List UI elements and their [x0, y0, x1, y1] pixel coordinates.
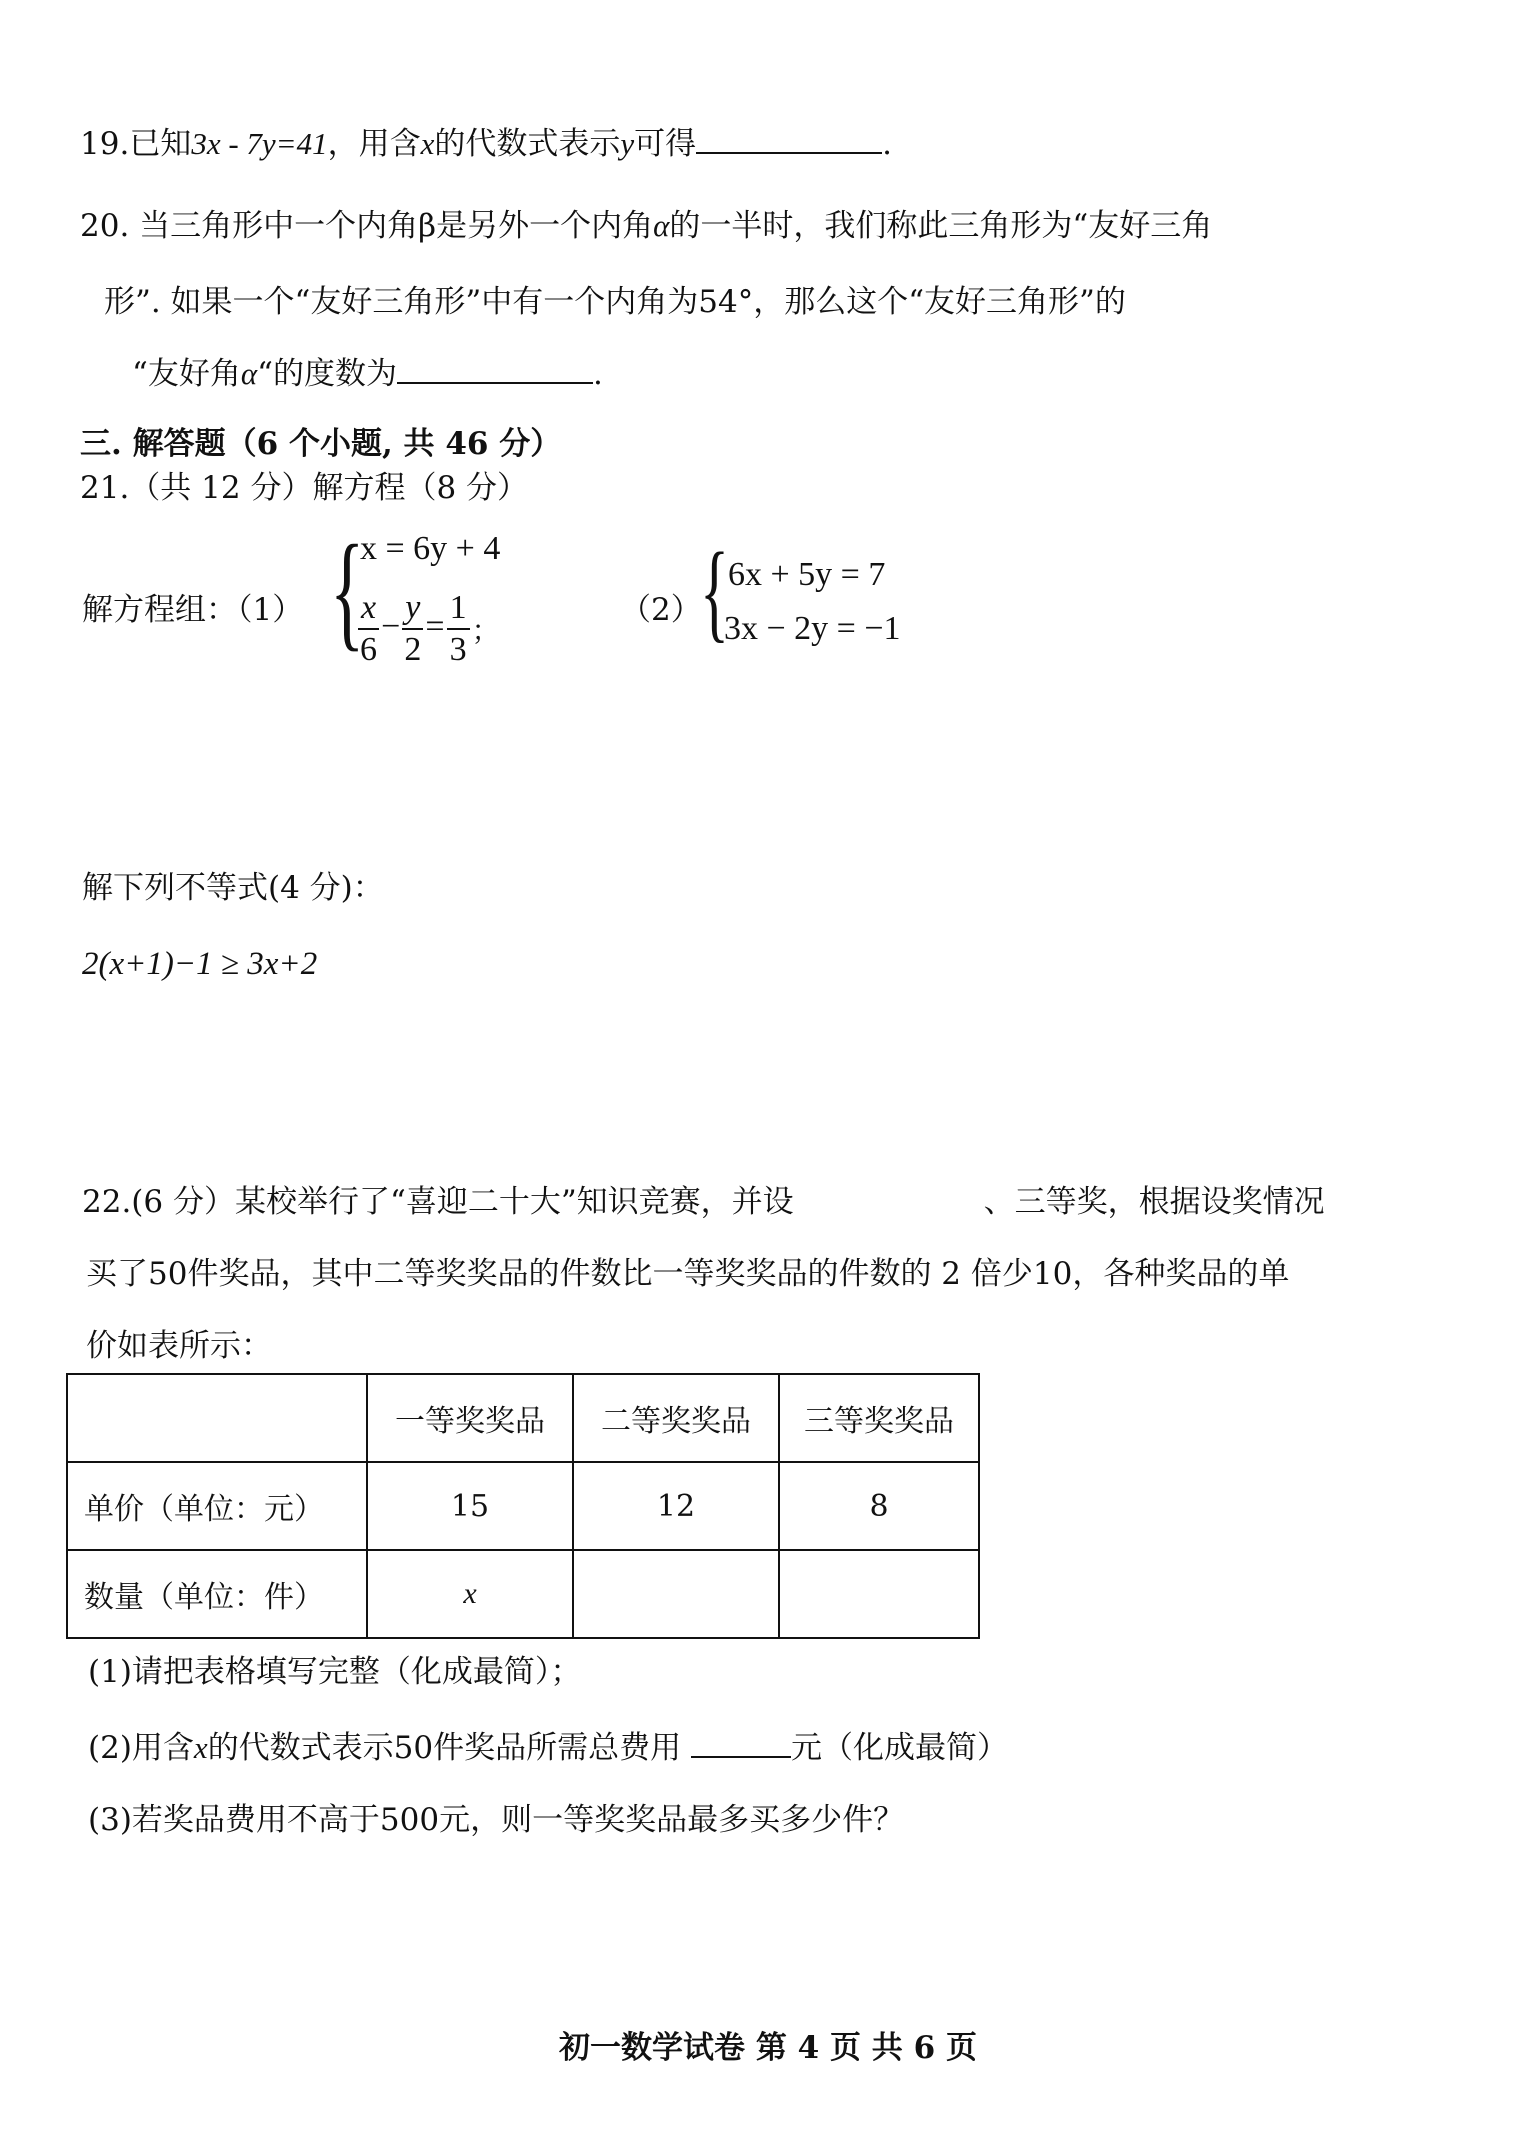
q22-sub1: (1)请把表格填写完整（化成最简）；	[88, 1654, 582, 1690]
q20-line2: 形”. 如果一个“友好三角形”中有一个内角为54°，那么这个“友好三角形”的	[104, 284, 1126, 320]
q20-line3-post: “的度数为	[257, 356, 397, 392]
q21-part2: （2）	[620, 592, 702, 628]
q20-line3-alpha: α	[240, 356, 258, 391]
answer-blank[interactable]	[691, 1726, 791, 1758]
q19-var-x: x	[420, 126, 435, 161]
table-row	[67, 1550, 979, 1638]
answer-blank[interactable]	[397, 352, 593, 384]
q22-sub2	[88, 1726, 1008, 1768]
fraction	[402, 588, 423, 670]
q20-line1: 当三角形中一个内角β是另外一个内角	[139, 208, 654, 244]
separator: ；	[471, 614, 500, 647]
question-22-line2: 买了50件奖品，其中二等奖奖品的件数比一等奖奖品的件数的 2 倍少10，各种奖品的单	[86, 1256, 1290, 1292]
fraction-numerator: y	[402, 588, 423, 630]
sys1-eq1: x = 6y + 4	[360, 530, 501, 567]
q19-text-post: 可得	[634, 126, 697, 162]
table-cell: 15	[367, 1462, 573, 1550]
table-header-cell: 三等奖奖品	[779, 1374, 979, 1462]
fraction-numerator: 1	[447, 588, 470, 630]
question-20-line1	[80, 206, 1212, 246]
inequality: 2(x+1)−1 ≥ 3x+2	[82, 946, 318, 982]
sys2-eq1: 6x + 5y = 7	[728, 556, 886, 593]
question-20-line3	[132, 352, 603, 394]
table-cell: 12	[573, 1462, 779, 1550]
question-22-line3: 价如表所示：	[86, 1328, 272, 1364]
q21-label	[82, 590, 303, 630]
page-footer: 初一数学试卷 第 4 页 共 6 页	[559, 2030, 977, 2066]
q19-var-y: y	[620, 126, 635, 161]
q20-line1-end: 的一半时，我们称此三角形为“友好三角	[669, 208, 1213, 244]
q20-alpha: α	[653, 208, 670, 243]
prize-table	[66, 1373, 980, 1639]
left-brace: {	[330, 519, 365, 663]
section-title: 三. 解答题（6 个小题, 共 46 分）	[80, 426, 562, 462]
fraction-denominator: 6	[360, 631, 378, 668]
question-19	[80, 122, 892, 164]
equals-sign: =	[425, 607, 445, 645]
table-cell-blank[interactable]	[779, 1550, 979, 1638]
q22-sub2-var: x	[193, 1730, 208, 1765]
left-brace: {	[700, 530, 730, 652]
table-row-header: 数量（单位：件）	[67, 1550, 367, 1638]
table-header-cell: 二等奖奖品	[573, 1374, 779, 1462]
q21-part1: （1）	[237, 592, 304, 628]
q19-equation: 3x - 7y=41	[191, 126, 328, 161]
answer-blank[interactable]	[696, 122, 882, 154]
question-21-header: 21.（共 12 分）解方程（8 分）	[80, 470, 529, 506]
q19-text-pre: 已知	[129, 126, 192, 162]
fraction-numerator: x	[358, 588, 379, 630]
q22-sub2-pre: (2)用含	[88, 1730, 194, 1766]
question-number: 20.	[80, 208, 130, 244]
table-cell-blank[interactable]	[573, 1550, 779, 1638]
question-22-line1	[82, 1182, 1325, 1222]
q22-sub3: (3)若奖品费用不高于500元，则一等奖奖品最多买多少件？	[88, 1802, 905, 1838]
minus-sign: −	[381, 607, 401, 645]
table-header-row	[67, 1374, 979, 1462]
q19-end: .	[882, 126, 892, 162]
q22-line1-pre: 22.(6 分）某校举行了“喜迎二十大”知识竞赛，并设	[82, 1184, 794, 1220]
question-number: 19.	[80, 126, 130, 162]
table-header-cell: 一等奖奖品	[367, 1374, 573, 1462]
question-20-line2	[104, 282, 1126, 322]
q22-sub2-post: 元（化成最简）	[791, 1730, 1008, 1766]
table-cell: x	[367, 1550, 573, 1638]
sys2-eq2: 3x − 2y = −1	[724, 610, 901, 647]
table-row	[67, 1462, 979, 1550]
fraction	[447, 588, 470, 670]
q20-end: .	[593, 356, 603, 392]
q19-text-mid: ，用含	[327, 126, 421, 162]
fraction-denominator: 2	[404, 631, 422, 668]
table-row-header: 单价（单位：元）	[67, 1462, 367, 1550]
q20-line3-pre: “友好角	[132, 356, 241, 392]
q19-text-mid2: 的代数式表示	[434, 126, 621, 162]
inequality-label: 解下列不等式(4 分)：	[82, 870, 384, 906]
fraction	[358, 588, 379, 670]
table-cell: 8	[779, 1462, 979, 1550]
sys1-eq2	[356, 588, 500, 670]
fraction-denominator: 3	[449, 631, 467, 668]
q22-line1-post: 、三等奖，根据设奖情况	[983, 1184, 1325, 1220]
q22-sub2-mid: 的代数式表示50件奖品所需总费用	[207, 1730, 682, 1766]
q21-label-text: 解方程组：	[82, 592, 237, 628]
table-header-cell	[67, 1374, 367, 1462]
